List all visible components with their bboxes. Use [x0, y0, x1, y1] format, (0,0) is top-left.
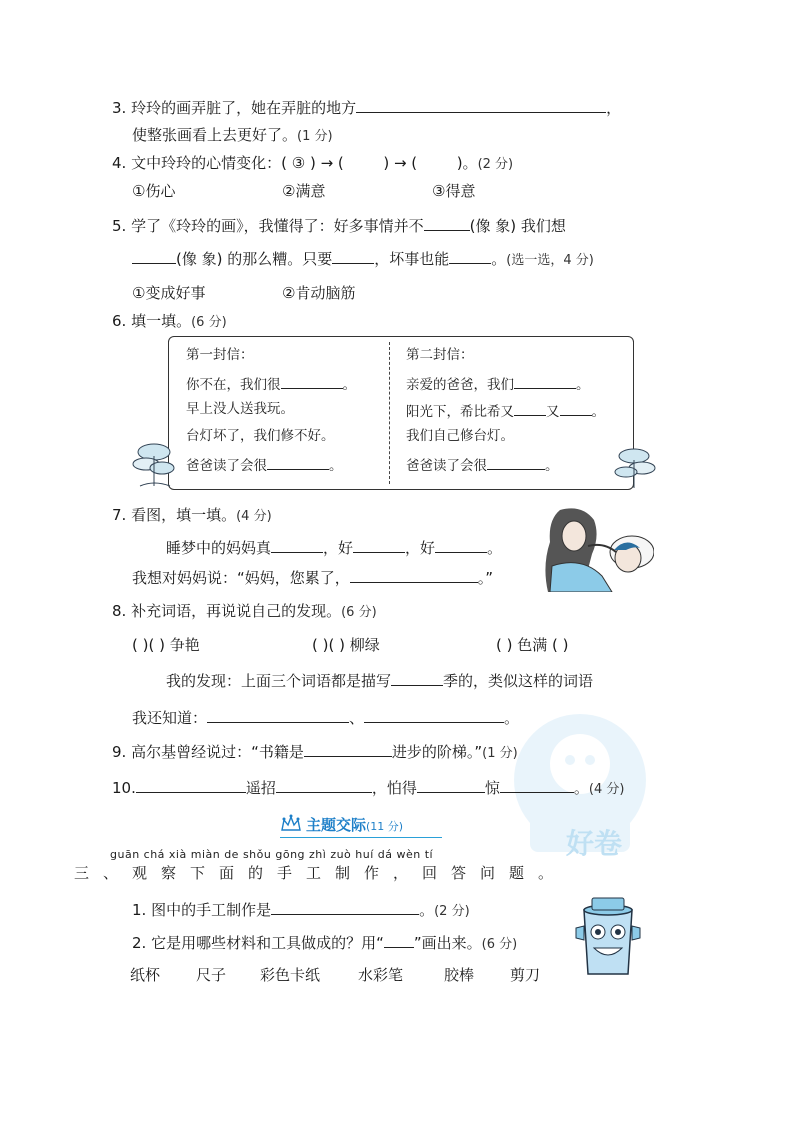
q7-text2: ，好 [323, 539, 354, 557]
letter2-end4: 。 [545, 458, 559, 474]
letter1-row1-text: 你不在，我们很 [186, 377, 281, 393]
section-underline [280, 837, 442, 838]
letter1-title: 第一封信： [186, 347, 254, 363]
material-cup[interactable]: 纸杯 [130, 966, 161, 984]
q7-text6: 。” [477, 569, 494, 587]
q7-text5: 我想对妈妈说：“妈妈，您累了， [132, 569, 350, 587]
q3-points: (1 分) [297, 129, 333, 144]
q9-text2: 进步的阶梯。” [391, 743, 483, 761]
q9-line [112, 740, 518, 765]
q7-blank3[interactable] [435, 536, 487, 553]
q8-title [112, 600, 377, 624]
q7-blank2[interactable] [353, 536, 405, 553]
q3-line2 [132, 124, 333, 148]
section-points: (11 分) [366, 820, 404, 833]
part3-q2-points: (6 分) [481, 937, 518, 952]
letter2-blank2[interactable] [514, 399, 546, 416]
q4-text: 4. 文中玲玲的心情变化：( [112, 154, 287, 172]
q7-title [112, 504, 272, 528]
q10-line [112, 776, 624, 801]
crown-icon [280, 814, 302, 834]
q7-points: (4 分) [236, 509, 272, 524]
q7-text3: ，好 [405, 539, 436, 557]
letter1-end4: 。 [329, 458, 343, 474]
q3-text2: 使整张画看上去更好了。 [132, 126, 298, 144]
q10-text4: 。 [573, 779, 589, 797]
q5-option-1: ①变成好事 [132, 284, 206, 302]
q7-text: 7. 看图，填一填。 [112, 506, 237, 524]
q6-points: (6 分) [191, 315, 227, 330]
q5-text3: (像 象) 的那么糟。只要 [176, 250, 333, 268]
q10-points: (4 分) [588, 782, 625, 797]
q5-text4: ，坏事也能 [374, 250, 450, 268]
watermark-text: 好卷 [566, 827, 623, 860]
q4-option-3: ③得意 [432, 182, 476, 200]
q5-points: (选一选，4 分) [506, 253, 594, 268]
part3-q1-points: (2 分) [434, 904, 470, 919]
material-scissors[interactable]: 剪刀 [510, 966, 541, 984]
q10-blank4[interactable] [500, 776, 574, 793]
material-colored-paper[interactable]: 彩色卡纸 [260, 966, 321, 984]
q8-find-text2: 季的，类似这样的词语 [443, 672, 594, 690]
letter1-row3: 台灯坏了，我们修不好。 [186, 428, 335, 444]
part3-q1 [132, 898, 470, 923]
q8-find2 [132, 706, 519, 729]
q5-blank2[interactable] [132, 247, 176, 264]
letter1-row4-text: 爸爸读了会很 [186, 458, 267, 474]
q4-arrow1: ) → ( [309, 154, 344, 172]
part3-q1-text: 1. 图中的手工制作是 [132, 901, 272, 919]
q6-text: 6. 填一填。 [112, 312, 192, 330]
q5-blank3[interactable] [332, 247, 374, 264]
section-header [306, 814, 403, 835]
q5-line1 [112, 214, 566, 237]
q7-blank1[interactable] [271, 536, 323, 553]
q4-end: )。 [456, 154, 478, 172]
q5-line2 [132, 247, 594, 272]
q5-text5: 。 [491, 250, 507, 268]
q3-text: 3. 玲玲的画弄脏了，她在弄脏的地方 [112, 99, 357, 117]
letter1-row2: 早上没人送我玩。 [186, 401, 294, 417]
q5-blank4[interactable] [449, 247, 491, 264]
q5-text2: (像 象) 我们想 [469, 217, 566, 235]
q4-option-2: ②满意 [282, 182, 326, 200]
q5-option-2: ②肯动脑筋 [282, 284, 356, 302]
part3-title: 三、观察下面的手工制作，回答问题。 [74, 864, 568, 882]
q4-option-1: ①伤心 [132, 182, 176, 200]
letters-divider [389, 342, 390, 484]
part3-q2-text2: ”画出来。 [413, 934, 482, 952]
q3-line1 [112, 96, 621, 119]
q8-text: 8. 补充词语，再说说自己的发现。 [112, 602, 342, 620]
q8-find-text4: 、 [349, 709, 365, 727]
letter1-row4 [186, 453, 343, 476]
q7-text1: 睡梦中的妈妈真 [166, 539, 272, 557]
paper-cup-craft-illustration [572, 896, 644, 980]
q5-blank1[interactable] [424, 214, 470, 231]
letter2-row1 [406, 372, 590, 395]
part3-q2 [132, 931, 517, 956]
q8-word-3[interactable]: ( ) 色满 ( ) [496, 636, 569, 654]
q8-word-1[interactable]: ( )( ) 争艳 [132, 636, 200, 654]
q7-line1 [166, 536, 502, 559]
q3-blank[interactable] [356, 96, 606, 113]
part3-q1-blank[interactable] [271, 898, 419, 915]
letter2-row2 [406, 399, 605, 422]
q4-answer: ③ [291, 154, 306, 172]
q10-text1: 遥招 [245, 779, 276, 797]
q7-blank4[interactable] [350, 566, 478, 583]
plant-left-icon [132, 438, 180, 490]
letter2-end2: 。 [591, 404, 605, 420]
q9-blank[interactable] [304, 740, 392, 757]
q10-text2: ，怕得 [371, 779, 417, 797]
q10-num: 10. [112, 779, 136, 797]
mother-child-illustration [542, 506, 654, 592]
q8-word-2[interactable]: ( )( ) 柳绿 [312, 636, 380, 654]
letter2-mid: 又 [546, 404, 560, 420]
q7-text4: 。 [487, 539, 503, 557]
q8-blank3[interactable] [364, 706, 504, 723]
part3-q1-end: 。 [419, 901, 435, 919]
q3-comma: ， [606, 99, 622, 117]
plant-right-icon [612, 444, 658, 490]
letter2-blank1[interactable] [514, 372, 576, 389]
q8-blank2[interactable] [207, 706, 349, 723]
letter2-row4 [406, 453, 559, 476]
letter2-row1-text: 亲爱的爸爸，我们 [406, 377, 514, 393]
q9-text1: 9. 高尔基曾经说过：“书籍是 [112, 743, 304, 761]
letter2-end1: 。 [576, 377, 590, 393]
letter2-blank3[interactable] [560, 399, 592, 416]
letter1-blank2[interactable] [267, 453, 329, 470]
q9-points: (1 分) [482, 746, 518, 761]
material-watercolor-pen[interactable]: 水彩笔 [358, 966, 404, 984]
letter2-blank4[interactable] [487, 453, 545, 470]
q5-text1: 5. 学了《玲玲的画》，我懂得了：好多事情并不 [112, 217, 424, 235]
letter2-row4-text: 爸爸读了会很 [406, 458, 487, 474]
letter1-end1: 。 [342, 377, 356, 393]
part3-q2-text1: 2. 它是用哪些材料和工具做成的？用“ [132, 934, 384, 952]
material-glue-stick[interactable]: 胶棒 [444, 966, 475, 984]
part3-q2-mark [384, 931, 414, 948]
q10-text3: 惊 [484, 779, 500, 797]
q10-blank3[interactable] [417, 776, 485, 793]
q10-blank1[interactable] [136, 776, 246, 793]
q4-points: (2 分) [477, 157, 514, 172]
letter1-blank1[interactable] [281, 372, 343, 389]
letter2-row2-text: 阳光下，希比希又 [406, 404, 514, 420]
section-title: 主题交际 [306, 816, 367, 834]
q10-blank2[interactable] [276, 776, 372, 793]
material-ruler[interactable]: 尺子 [196, 966, 227, 984]
q8-points: (6 分) [341, 605, 377, 620]
letter2-row3: 我们自己修台灯。 [406, 428, 514, 444]
q8-find-text1: 我的发现：上面三个词语都是描写 [166, 672, 392, 690]
q6-title [112, 310, 227, 334]
letter2-title: 第二封信： [406, 347, 474, 363]
q8-find-text3: 我还知道： [132, 709, 208, 727]
part3-pinyin: guān chá xià miàn de shǒu gōng zhì zuò huí dá wèn tí [110, 848, 434, 861]
letter1-row1 [186, 372, 356, 395]
q4-line [112, 152, 513, 176]
q8-find1 [166, 669, 593, 692]
q8-blank1[interactable] [391, 669, 443, 686]
q7-line2 [132, 566, 493, 589]
q8-find-text5: 。 [504, 709, 520, 727]
q4-arrow2: ) → ( [383, 154, 418, 172]
